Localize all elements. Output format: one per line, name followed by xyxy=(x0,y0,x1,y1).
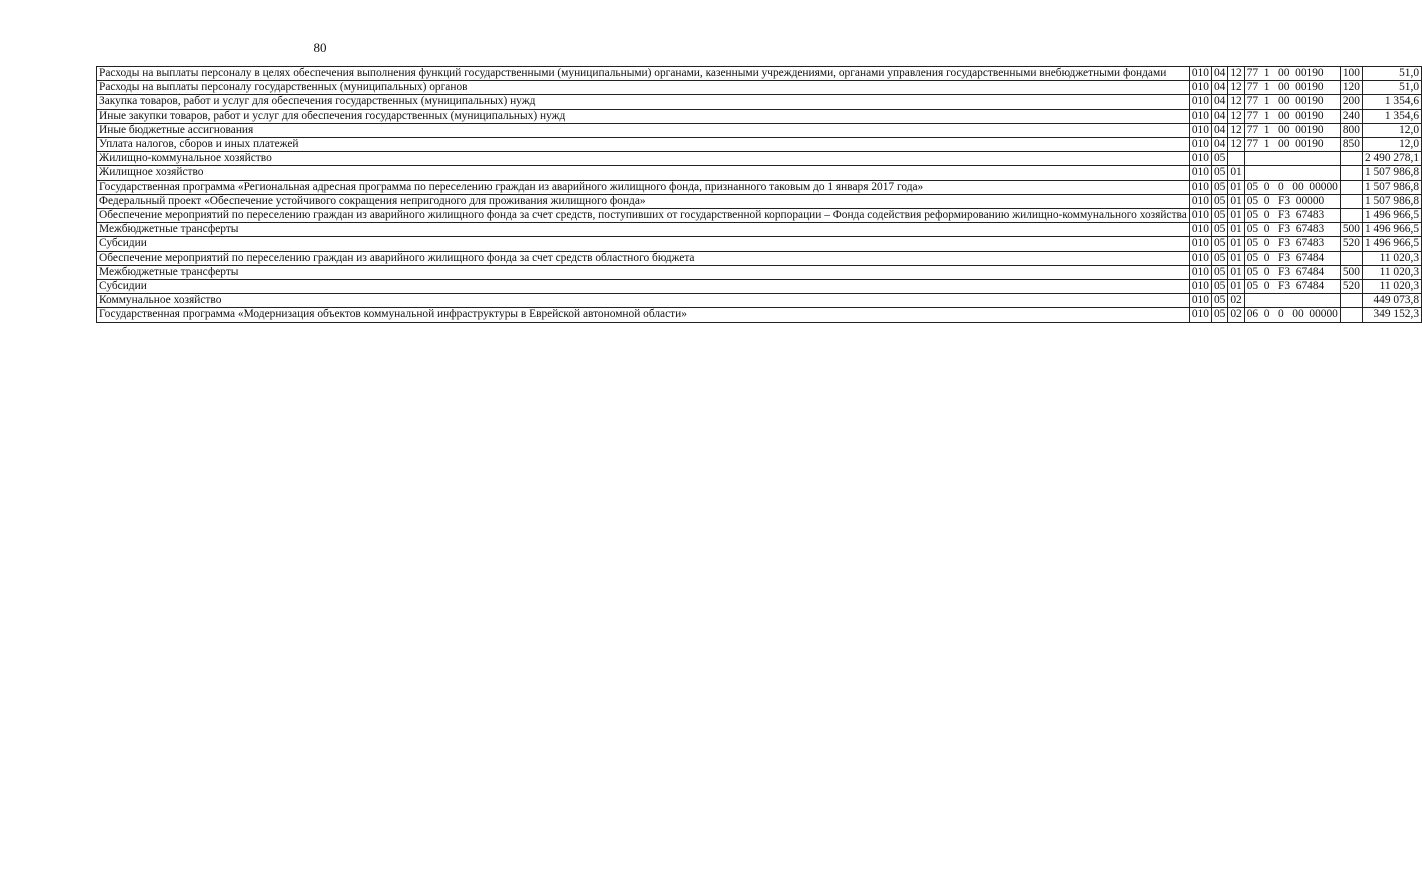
row-vr-cell: 800 xyxy=(1340,123,1362,137)
table-row xyxy=(97,280,1422,294)
row-amount-cell: 1 354,6 xyxy=(1362,109,1421,123)
row-vr-cell xyxy=(1340,152,1362,166)
row-amount-cell: 51,0 xyxy=(1362,81,1421,95)
row-rz-cell: 04 xyxy=(1211,123,1227,137)
row-amount-cell: 1 507 986,8 xyxy=(1362,194,1421,208)
row-name-cell: Межбюджетные трансферты xyxy=(97,265,1190,279)
row-name-cell: Жилищное хозяйство xyxy=(97,166,1190,180)
row-csr-cell: 05 0 F3 67484 xyxy=(1244,265,1340,279)
row-amount-cell: 1 354,6 xyxy=(1362,95,1421,109)
row-csr-cell: 05 0 F3 67483 xyxy=(1244,237,1340,251)
row-vr-cell xyxy=(1340,194,1362,208)
row-pr-cell: 01 xyxy=(1228,194,1244,208)
table-row xyxy=(97,237,1422,251)
row-vr-cell xyxy=(1340,209,1362,223)
row-name-cell: Субсидии xyxy=(97,280,1190,294)
row-rz-cell: 04 xyxy=(1211,109,1227,123)
table-row xyxy=(97,251,1422,265)
row-csr-cell: 05 0 F3 67483 xyxy=(1244,209,1340,223)
row-csr-cell: 77 1 00 00190 xyxy=(1244,138,1340,152)
table-row xyxy=(97,308,1422,322)
row-csr-cell: 05 0 F3 67484 xyxy=(1244,280,1340,294)
row-amount-cell: 1 507 986,8 xyxy=(1362,166,1421,180)
row-amount-cell: 11 020,3 xyxy=(1362,265,1421,279)
table-row xyxy=(97,152,1422,166)
row-pr-cell: 01 xyxy=(1228,166,1244,180)
row-ved-cell: 010 xyxy=(1189,237,1211,251)
row-name-cell: Закупка товаров, работ и услуг для обеспечения государственных (муниципальных) нужд xyxy=(97,95,1190,109)
row-vr-cell xyxy=(1340,251,1362,265)
page-number: 80 xyxy=(313,40,327,55)
row-vr-cell: 520 xyxy=(1340,237,1362,251)
row-csr-cell xyxy=(1244,294,1340,308)
row-rz-cell: 05 xyxy=(1211,251,1227,265)
row-pr-cell: 01 xyxy=(1228,223,1244,237)
row-pr-cell: 01 xyxy=(1228,237,1244,251)
row-ved-cell: 010 xyxy=(1189,109,1211,123)
row-rz-cell: 04 xyxy=(1211,95,1227,109)
row-amount-cell: 1 496 966,5 xyxy=(1362,237,1421,251)
row-rz-cell: 05 xyxy=(1211,223,1227,237)
row-pr-cell: 02 xyxy=(1228,294,1244,308)
row-name-cell: Межбюджетные трансферты xyxy=(97,223,1190,237)
row-vr-cell: 500 xyxy=(1340,223,1362,237)
row-vr-cell: 850 xyxy=(1340,138,1362,152)
row-amount-cell: 11 020,3 xyxy=(1362,280,1421,294)
row-amount-cell: 1 507 986,8 xyxy=(1362,180,1421,194)
row-csr-cell: 06 0 0 00 00000 xyxy=(1244,308,1340,322)
row-amount-cell: 51,0 xyxy=(1362,67,1421,81)
table-row xyxy=(97,109,1422,123)
row-vr-cell: 100 xyxy=(1340,67,1362,81)
row-pr-cell xyxy=(1228,152,1244,166)
row-pr-cell: 12 xyxy=(1228,95,1244,109)
row-ved-cell: 010 xyxy=(1189,194,1211,208)
row-pr-cell: 12 xyxy=(1228,81,1244,95)
row-amount-cell: 1 496 966,5 xyxy=(1362,209,1421,223)
table-row xyxy=(97,81,1422,95)
row-ved-cell: 010 xyxy=(1189,81,1211,95)
row-name-cell: Иные бюджетные ассигнования xyxy=(97,123,1190,137)
row-vr-cell: 500 xyxy=(1340,265,1362,279)
row-csr-cell: 77 1 00 00190 xyxy=(1244,109,1340,123)
row-rz-cell: 04 xyxy=(1211,138,1227,152)
row-vr-cell: 120 xyxy=(1340,81,1362,95)
row-ved-cell: 010 xyxy=(1189,138,1211,152)
row-vr-cell xyxy=(1340,166,1362,180)
row-rz-cell: 05 xyxy=(1211,152,1227,166)
table-row xyxy=(97,180,1422,194)
row-ved-cell: 010 xyxy=(1189,67,1211,81)
row-csr-cell xyxy=(1244,152,1340,166)
row-csr-cell: 05 0 F3 67483 xyxy=(1244,223,1340,237)
row-csr-cell: 77 1 00 00190 xyxy=(1244,81,1340,95)
row-pr-cell: 01 xyxy=(1228,180,1244,194)
row-amount-cell: 1 496 966,5 xyxy=(1362,223,1421,237)
row-name-cell: Уплата налогов, сборов и иных платежей xyxy=(97,138,1190,152)
row-ved-cell: 010 xyxy=(1189,152,1211,166)
row-rz-cell: 05 xyxy=(1211,166,1227,180)
row-csr-cell: 05 0 0 00 00000 xyxy=(1244,180,1340,194)
row-csr-cell: 05 0 F3 00000 xyxy=(1244,194,1340,208)
row-ved-cell: 010 xyxy=(1189,280,1211,294)
row-name-cell: Государственная программа «Модернизация объектов коммунальной инфраструктуры в Еврейской автономной области» xyxy=(97,308,1190,322)
row-rz-cell: 04 xyxy=(1211,81,1227,95)
row-amount-cell: 12,0 xyxy=(1362,123,1421,137)
row-pr-cell: 12 xyxy=(1228,67,1244,81)
table-row xyxy=(97,194,1422,208)
row-rz-cell: 05 xyxy=(1211,209,1227,223)
row-ved-cell: 010 xyxy=(1189,223,1211,237)
row-amount-cell: 449 073,8 xyxy=(1362,294,1421,308)
table-row xyxy=(97,138,1422,152)
row-ved-cell: 010 xyxy=(1189,180,1211,194)
row-rz-cell: 05 xyxy=(1211,308,1227,322)
budget-table-body xyxy=(97,67,1422,323)
row-csr-cell: 77 1 00 00190 xyxy=(1244,123,1340,137)
row-name-cell: Субсидии xyxy=(97,237,1190,251)
row-ved-cell: 010 xyxy=(1189,95,1211,109)
table-row xyxy=(97,95,1422,109)
row-pr-cell: 12 xyxy=(1228,109,1244,123)
row-rz-cell: 05 xyxy=(1211,294,1227,308)
row-amount-cell: 11 020,3 xyxy=(1362,251,1421,265)
row-name-cell: Обеспечение мероприятий по переселению граждан из аварийного жилищного фонда за счет средств, поступивших от государственной корпорации – Фонда содействия реформированию жилищно-коммунального хозяйства xyxy=(97,209,1190,223)
row-pr-cell: 02 xyxy=(1228,308,1244,322)
row-ved-cell: 010 xyxy=(1189,251,1211,265)
row-vr-cell xyxy=(1340,294,1362,308)
row-name-cell: Коммунальное хозяйство xyxy=(97,294,1190,308)
row-name-cell: Иные закупки товаров, работ и услуг для обеспечения государственных (муниципальных) нужд xyxy=(97,109,1190,123)
row-rz-cell: 05 xyxy=(1211,237,1227,251)
row-name-cell: Расходы на выплаты персоналу в целях обеспечения выполнения функций государственными (муниципальными) органами, казенными учреждениями, органами управления государственными внебюджетными фондами xyxy=(97,67,1190,81)
row-csr-cell: 77 1 00 00190 xyxy=(1244,67,1340,81)
table-row xyxy=(97,166,1422,180)
row-pr-cell: 01 xyxy=(1228,251,1244,265)
row-pr-cell: 12 xyxy=(1228,138,1244,152)
row-amount-cell: 349 152,3 xyxy=(1362,308,1421,322)
table-row xyxy=(97,209,1422,223)
row-vr-cell xyxy=(1340,180,1362,194)
row-csr-cell: 05 0 F3 67484 xyxy=(1244,251,1340,265)
row-ved-cell: 010 xyxy=(1189,123,1211,137)
row-vr-cell: 240 xyxy=(1340,109,1362,123)
table-row xyxy=(97,265,1422,279)
row-ved-cell: 010 xyxy=(1189,308,1211,322)
row-rz-cell: 05 xyxy=(1211,280,1227,294)
table-row xyxy=(97,67,1422,81)
row-vr-cell: 520 xyxy=(1340,280,1362,294)
row-csr-cell: 77 1 00 00190 xyxy=(1244,95,1340,109)
row-pr-cell: 01 xyxy=(1228,265,1244,279)
row-pr-cell: 01 xyxy=(1228,280,1244,294)
row-csr-cell xyxy=(1244,166,1340,180)
row-vr-cell: 200 xyxy=(1340,95,1362,109)
row-name-cell: Расходы на выплаты персоналу государственных (муниципальных) органов xyxy=(97,81,1190,95)
row-rz-cell: 05 xyxy=(1211,194,1227,208)
row-name-cell: Обеспечение мероприятий по переселению граждан из аварийного жилищного фонда за счет средств областного бюджета xyxy=(97,251,1190,265)
row-name-cell: Жилищно-коммунальное хозяйство xyxy=(97,152,1190,166)
row-pr-cell: 12 xyxy=(1228,123,1244,137)
row-rz-cell: 05 xyxy=(1211,180,1227,194)
row-vr-cell xyxy=(1340,308,1362,322)
table-row xyxy=(97,294,1422,308)
row-ved-cell: 010 xyxy=(1189,209,1211,223)
budget-table xyxy=(96,66,1422,323)
row-ved-cell: 010 xyxy=(1189,166,1211,180)
row-ved-cell: 010 xyxy=(1189,265,1211,279)
row-name-cell: Федеральный проект «Обеспечение устойчивого сокращения непригодного для проживания жилищного фонда» xyxy=(97,194,1190,208)
table-row xyxy=(97,123,1422,137)
row-ved-cell: 010 xyxy=(1189,294,1211,308)
table-row xyxy=(97,223,1422,237)
row-rz-cell: 05 xyxy=(1211,265,1227,279)
row-name-cell: Государственная программа «Региональная адресная программа по переселению граждан из аварийного жилищного фонда, признанного таковым до 1 января 2017 года» xyxy=(97,180,1190,194)
row-pr-cell: 01 xyxy=(1228,209,1244,223)
row-amount-cell: 12,0 xyxy=(1362,138,1421,152)
row-amount-cell: 2 490 278,1 xyxy=(1362,152,1421,166)
row-rz-cell: 04 xyxy=(1211,67,1227,81)
